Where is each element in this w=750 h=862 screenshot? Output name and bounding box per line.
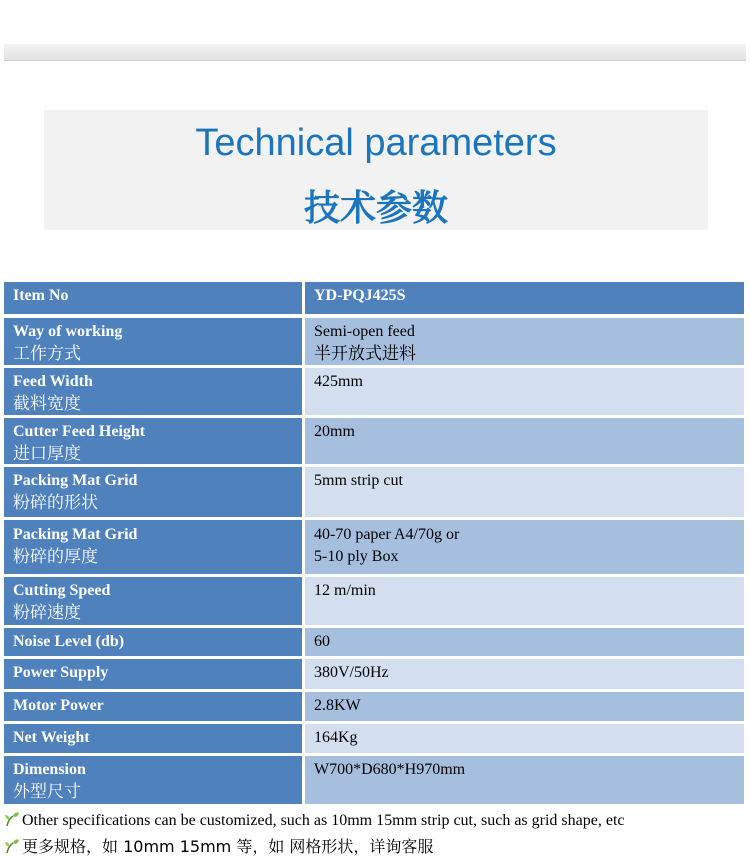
row-label-zh: 截料宽度 xyxy=(13,394,81,414)
row-value: 164Kg xyxy=(314,729,358,746)
row-label: Power Supply xyxy=(13,664,109,681)
table-row xyxy=(4,756,744,804)
row-label: Noise Level (db) xyxy=(13,633,125,650)
row-label: Packing Mat Grid xyxy=(13,472,138,489)
row-label: Dimension xyxy=(13,761,86,778)
top-bar xyxy=(4,44,746,61)
footer-text-english: Other specifications can be customized, such as 10mm 15mm strip cut, such as grid shape, etc xyxy=(22,812,625,829)
table-row xyxy=(4,318,744,365)
row-label-zh: 粉碎速度 xyxy=(13,603,81,623)
footer-text-chinese: 更多规格，如 10mm 15mm 等，如 网格形状，详询客服 xyxy=(22,837,434,856)
row-label-zh: 工作方式 xyxy=(13,344,81,364)
row-label: Cutting Speed xyxy=(13,582,111,599)
row-label: Net Weight xyxy=(13,729,90,746)
table-row xyxy=(4,418,744,464)
table-row xyxy=(4,724,744,753)
row-value-zh: 半开放式进料 xyxy=(314,344,416,364)
row-label-zh: 外型尺寸 xyxy=(13,782,81,802)
header-item-no: Item No xyxy=(4,282,302,314)
leaf-icon xyxy=(4,811,20,827)
header-model: YD-PQJ425S xyxy=(305,282,744,314)
row-value: 20mm xyxy=(314,423,355,440)
row-value: Semi-open feed xyxy=(314,323,415,340)
row-label-zh: 进口厚度 xyxy=(13,444,81,464)
row-value: 40-70 paper A4/70g or xyxy=(314,526,460,543)
title-english: Technical parameters xyxy=(195,122,557,164)
table-row xyxy=(4,467,744,517)
row-value: 60 xyxy=(314,633,330,650)
row-label-zh: 粉碎的厚度 xyxy=(13,547,98,567)
row-value: 12 m/min xyxy=(314,582,376,599)
table-header-row xyxy=(4,282,744,314)
table-row xyxy=(4,368,744,415)
row-value-line2: 5-10 ply Box xyxy=(314,548,399,565)
leaf-icon xyxy=(4,838,20,854)
table-row xyxy=(4,577,744,625)
row-value: W700*D680*H970mm xyxy=(314,761,466,778)
row-label: Motor Power xyxy=(13,697,104,714)
row-label: Feed Width xyxy=(13,373,93,390)
table-row xyxy=(4,628,744,656)
row-label: Way of working xyxy=(13,323,123,340)
row-label: Packing Mat Grid xyxy=(13,526,138,543)
row-value: 425mm xyxy=(314,373,363,390)
table-row xyxy=(4,520,744,574)
row-value: 5mm strip cut xyxy=(314,472,403,489)
title-chinese: 技术参数 xyxy=(303,188,448,229)
footer-note-chinese xyxy=(4,834,433,857)
table-row xyxy=(4,692,744,721)
table-row xyxy=(4,659,744,689)
row-value: 2.8KW xyxy=(314,697,361,714)
row-label: Cutter Feed Height xyxy=(13,423,146,440)
row-label-zh: 粉碎的形状 xyxy=(13,493,98,513)
row-value: 380V/50Hz xyxy=(314,664,389,681)
title-panel xyxy=(44,110,708,230)
footer-note-english xyxy=(4,811,625,830)
